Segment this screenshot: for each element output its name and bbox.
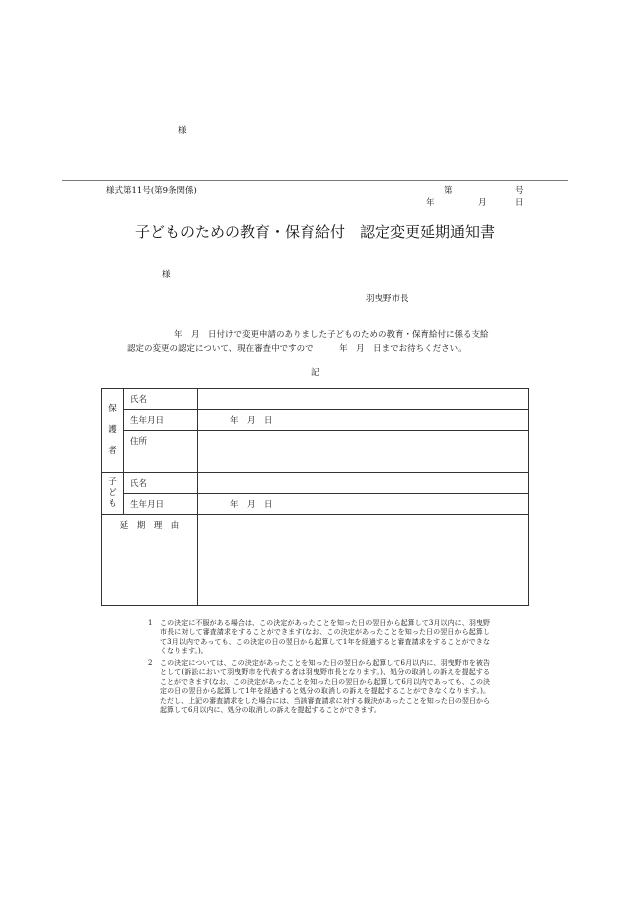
child-label-char: ど (108, 488, 117, 498)
guardian-label-char: 者 (108, 446, 117, 456)
issuer: 羽曳野市長 (366, 294, 409, 304)
doc-number-suffix: 号 (515, 186, 524, 196)
applicant-table (101, 388, 529, 606)
child-birthdate-label: 生年月日 (124, 494, 198, 515)
guardian-label-char: 護 (108, 425, 117, 435)
ki-mark: 記 (311, 368, 320, 378)
child-label-char: 子 (108, 477, 117, 487)
child-birthdate-field[interactable]: 年 月 日 (198, 494, 529, 515)
body-line-1: 年 月 日付けで変更申請のありました子どものための教育・保育給付に係る支給 (174, 330, 489, 340)
note-2-text: この決定については、この決定があったことを知った日の翌日から起算して6月以内に、羽曳野市を被告として(訴訟において羽曳野市を代表する者は羽曳野市長となります。)、処分の取消しの訴えを提起することができます(なお、この決定があったことを知った日の翌日から起算して6月以内であっても、この決定の日の翌日から起算して1年を経過すると処分の取消しの訴えを提起することができなくなります。)。ただし、上記の審査請求をした場合には、当該審査請求に対する裁決があったことを知った日の翌日から起算して6月以内に、処分の取消しの訴えを提起することができます。 (160, 659, 490, 715)
note-1-number: 1 (148, 619, 153, 627)
date-day: 日 (515, 198, 524, 208)
guardian-name-label: 氏名 (124, 389, 198, 410)
child-name-field[interactable] (198, 473, 529, 494)
doc-number-prefix: 第 (444, 186, 453, 196)
date-year: 年 (426, 198, 435, 208)
note-2-number: 2 (148, 659, 153, 667)
reason-field[interactable] (198, 515, 529, 606)
note-1 (148, 619, 490, 657)
guardian-birthdate-label: 生年月日 (124, 410, 198, 431)
body-line-2: 認定の変更の認定について、現在審査中ですので 年 月 日までお待ちください。 (127, 344, 467, 354)
reason-label: 延 期 理 由 (102, 515, 198, 606)
form-number: 様式第11号(第9条関係) (106, 186, 197, 196)
guardian-birthdate-field[interactable]: 年 月 日 (198, 410, 529, 431)
child-label-char: も (108, 499, 117, 509)
document-title: 子どものための教育・保育給付 認定変更延期通知書 (134, 223, 495, 241)
child-name-label: 氏名 (124, 473, 198, 494)
note-2 (148, 659, 490, 715)
guardian-label-char: 保 (108, 404, 117, 414)
guardian-address-field[interactable] (198, 431, 529, 473)
note-1-text: この決定に不服がある場合は、この決定があったことを知った日の翌日から起算して3月以内に、羽曳野市長に対して審査請求をすることができます(なお、この決定があったことを知った日の翌日から起算して3月以内であっても、この決定の日の翌日から起算して1年を経過すると審査請求をすることができなくなります。)。 (160, 619, 490, 656)
fold-line (62, 180, 568, 181)
guardian-label (102, 389, 124, 473)
child-label (102, 473, 124, 515)
recipient-suffix: 様 (162, 270, 171, 280)
envelope-addressee-suffix: 様 (178, 126, 187, 136)
guardian-name-field[interactable] (198, 389, 529, 410)
date-month: 月 (478, 198, 487, 208)
guardian-address-label: 住所 (124, 431, 198, 473)
